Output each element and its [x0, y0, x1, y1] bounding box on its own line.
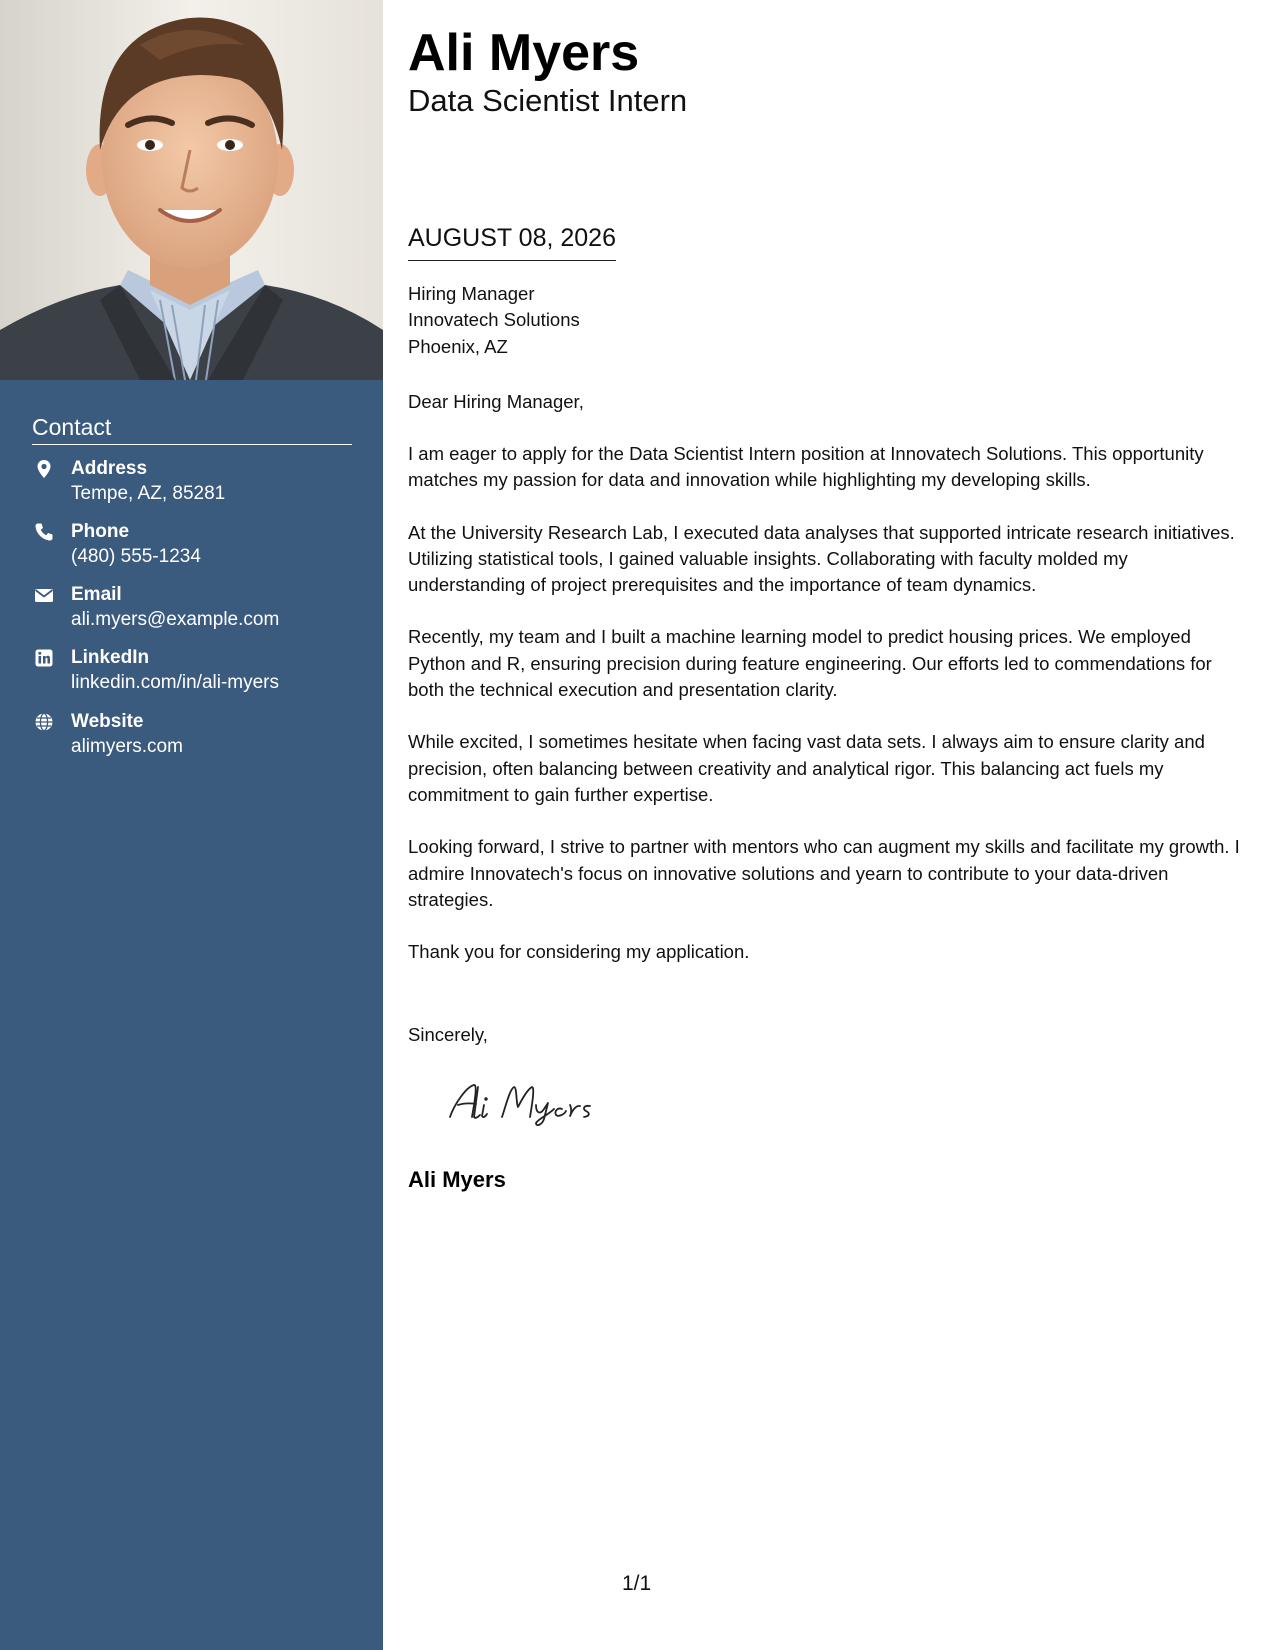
contact-label: Phone — [71, 521, 130, 542]
signer-name: Ali Myers — [408, 1167, 506, 1192]
address-value: Tempe, AZ, 85281 — [71, 483, 226, 504]
recipient-block — [408, 281, 1238, 360]
contact-item-address — [32, 457, 362, 511]
recipient-line: Phoenix, AZ — [408, 335, 508, 357]
body-paragraph: Recently, my team and I built a machine learning model to predict housing prices. We employed Python and R, ensuring precision during feature engineering. Our efforts led to commendations for both the technical execution and presentation clarity. — [408, 626, 1212, 701]
contact-item-phone — [32, 520, 362, 574]
handwritten-signature — [444, 1075, 644, 1130]
website-value: alimyers.com — [71, 736, 183, 757]
recipient-line: Innovatech Solutions — [408, 309, 580, 331]
applicant-name: Ali Myers — [408, 24, 640, 82]
contact-item-linkedin — [32, 646, 362, 700]
contact-label: Address — [71, 458, 148, 479]
letter-paragraphs — [408, 441, 1248, 991]
email-value: ali.myers@example.com — [71, 609, 280, 630]
phone-value: (480) 555-1234 — [71, 546, 201, 567]
body-paragraph: At the University Research Lab, I executed data analyses that supported intricate research initiatives. Utilizing statistical tools, I gained valuable insights. Collaborating with faculty molded my understanding of project prerequisites and the importance of team dynamics. — [408, 521, 1235, 596]
contact-label: Email — [71, 584, 122, 605]
profile-photo — [0, 0, 383, 380]
map-pin-icon — [34, 459, 54, 479]
linkedin-icon — [34, 648, 54, 668]
recipient-line: Hiring Manager — [408, 283, 535, 304]
globe-icon — [34, 712, 54, 732]
contact-item-email — [32, 583, 362, 637]
linkedin-value: linkedin.com/in/ali-myers — [71, 672, 280, 693]
contact-label: Website — [71, 711, 144, 732]
body-paragraph: I am eager to apply for the Data Scientist Intern position at Innovatech Solutions. This opportunity matches my passion for data and innovation while highlighting my developing skills. — [408, 443, 1204, 491]
body-paragraph: While excited, I sometimes hesitate when facing vast data sets. I always aim to ensure clarity and precision, often balancing between creativity and analytical rigor. This balancing act fuels my commitment to gain further expertise. — [408, 731, 1205, 805]
closing: Sincerely, — [408, 1024, 488, 1045]
letter-date: AUGUST 08, 2026 — [408, 222, 616, 261]
salutation: Dear Hiring Manager, — [408, 391, 584, 412]
phone-icon — [34, 522, 54, 542]
envelope-icon — [34, 585, 54, 605]
job-title: Data Scientist Intern — [408, 83, 688, 118]
body-paragraph: Looking forward, I strive to partner with mentors who can augment my skills and facilitate my growth. I admire Innovatech's focus on innovative solutions and yearn to contribute to your data-driven strategies. — [408, 836, 1240, 910]
sidebar — [0, 0, 383, 1650]
body-paragraph: Thank you for considering my application. — [408, 941, 750, 963]
contact-item-website — [32, 710, 362, 764]
contact-heading: Contact — [32, 412, 352, 445]
contact-label: LinkedIn — [71, 647, 150, 668]
page-number: 1/1 — [622, 1572, 652, 1595]
